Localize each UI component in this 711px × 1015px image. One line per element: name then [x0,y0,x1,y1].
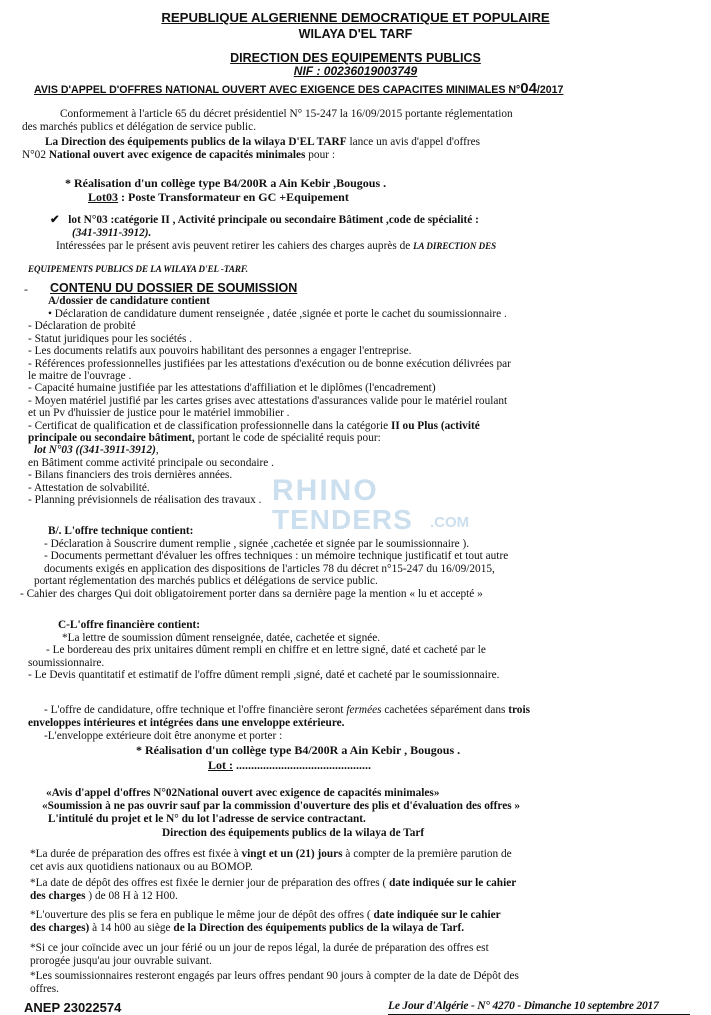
closing-intitule: L'intitulé du projet et le N° du lot l'adresse de service contractant. [48,813,366,825]
lot03-category [50,214,479,226]
note-engages-line1: *Les soumissionnaires resteront engagés par leurs offres pendant 90 jours à compter de la date de Dépôt des [30,970,519,982]
list-item: - Le Devis quantitatif et estimatif de l'offre dûment rempli ,signé, daté et cacheté par le soumissionnaire. [28,669,500,682]
section-title: CONTENU DU DOSSIER DE SOUMISSION [50,281,298,295]
certificate-line2 [28,432,678,444]
note-duree-line2: cet avis aux quotidiens nationaux ou au BOMOP. [30,861,253,873]
header-nif: NIF : 00236019003749 [293,64,418,78]
offre-financiere-list [28,632,678,682]
cert-text: - Certificat de qualification et de classification professionnelle dans la catégorie [28,419,389,432]
offre-technique-title: B/. L'offre technique contient: [48,525,194,537]
cert-lot-codes: lot N°03 ((341-3911-3912) [34,444,156,457]
note-depot-line1 [30,877,516,889]
direction-name: La Direction des équipements publics de la wilaya D'EL TARF [45,136,347,148]
avis-title-text: AVIS D'APPEL D'OFFRES NATIONAL OUVERT AVEC EXIGENCE DES CAPACITES MINIMALES N° [34,84,521,96]
intro-p1-line2: des marchés publics et délégation de service public. [22,121,257,133]
offre-technique-list [20,538,678,600]
note-bold: date indiquée sur le cahier [389,877,517,889]
lot-text: : Poste Transformateur en GC +Equipement [121,190,349,204]
avis-title [34,81,563,98]
closing-avis: «Avis d'appel d'offres N°02National ouvert avec exigence de capacités minimales» [46,787,440,799]
list-item: - Documents permettant d'évaluer les offres techniques : un mémoire technique justificatif et tout autre [44,550,509,563]
note-bold: des charges [30,890,86,902]
list-item: en Bâtiment comme activité principale ou secondaire . [28,456,274,469]
list-item: - Les documents relatifs aux pouvoirs habilitant des personnes a engager l'entreprise. [28,345,412,358]
cert-bold: II ou Plus (activité [390,419,480,432]
note-mid: à 14 h00 au siège [92,922,171,934]
lot-label: Lot03 [88,190,118,204]
list-item: - Bilans financiers des trois dernières années. [28,469,233,482]
certificate-line1 [28,420,678,432]
list-item: documents exigés en application des dispositions de l'articles 78 du décret n°15-247 du 16/09/2015, [44,562,495,575]
env-lot-label: Lot : [208,758,233,772]
note-text: *L'ouverture des plis se fera en publique le même jour de dépôt des offres ( [30,909,371,921]
list-item: portant réglementation des marchés publics et délégations de service public. [34,575,378,588]
retirer-line2: EQUIPEMENTS PUBLICS DE LA WILAYA D'EL -TARF. [28,264,248,274]
note-depot-line2 [30,890,178,902]
header-wilaya: WILAYA D'EL TARF [298,27,413,41]
anep-reference: ANEP 23022574 [24,1000,122,1015]
list-item: - Cahier des charges Qui doit obligatoirement porter dans sa dernière page la mention « lu et accepté » [20,587,483,600]
offre-financiere-title: C-L'offre financière contient: [58,619,201,631]
watermark-text-2: TENDERS [272,504,413,535]
note-ferie-line1: *Si ce jour coïncide avec un jour férié ou un jour de repos légal, la durée de préparation des offres est [30,942,489,954]
retirer-line1 [56,240,496,252]
journal-reference: Le Jour d'Algérie - N° 4270 - Dimanche 10 septembre 2017 [388,1000,659,1012]
closing-soumission: «Soumission à ne pas ouvrir sauf par la commission d'ouverture des plis et d'évaluation des offres » [42,800,521,812]
list-item: - Le bordereau des prix unitaires dûment rempli en chiffre et en lettre signé, daté et cacheté par le [46,644,486,657]
env-bold: trois [508,704,530,716]
note-post: à compter de la première parution de [345,848,512,860]
enveloppes-line2: enveloppes intérieures et intégrées dans une enveloppe extérieure. [28,717,345,729]
list-item: - Moyen matériel justifié par les cartes grises avec attestations d'assurances valide pour le matériel roulant [28,394,508,407]
enveloppes-line1 [44,704,530,716]
enveloppe-lot [208,759,371,771]
note-bold: date indiquée sur le cahier [373,909,501,921]
note-bold-2: de la Direction des équipements publics de la wilaya de Tarf. [173,922,465,934]
header-republic: REPUBLIQUE ALGERIENNE DEMOCRATIQUE ET POPULAIRE [161,10,550,25]
rhino-tenders-watermark [252,474,482,538]
note-engages-line2: offres. [30,983,59,995]
intro-p2-rest: lance un avis d'appel d'offres [349,136,481,148]
intro-p2-bold: National ouvert avec exigence de capacités minimales [48,149,306,161]
enveloppe-project: * Réalisation d'un collège type B4/200R a Ain Kebir , Bougous . [136,743,461,757]
lot03-specialty-codes: (341-3911-3912). [72,227,152,239]
list-item: *La lettre de soumission dûment renseignée, datée, cachetée et signée. [62,632,381,644]
list-item: soumissionnaire. [28,656,105,669]
cert-comma: , [155,444,159,457]
note-post: ) de 08 H à 12 H00. [88,890,178,902]
list-item: - Planning prévisionnels de réalisation des travaux . [28,494,262,507]
note-ouverture-line1 [30,909,501,921]
section-dash: - [24,282,28,296]
closing-direction: Direction des équipements publics de la wilaya de Tarf [162,827,425,839]
list-item: • Déclaration de candidature dument renseignée , datée ,signée et porte le cachet du soumissionnaire . [48,308,507,320]
list-item: - Attestation de solvabilité. [28,481,150,494]
watermark-text-1: RHINO [272,474,379,507]
intro-p1-line1: Conformement à l'article 65 du décret présidentiel N° 15-247 la 16/09/2015 portante réglementation [60,108,513,120]
note-duree-line1 [30,848,512,860]
retirer-direction: LA DIRECTION DES [413,241,497,251]
intro-p2-line2 [22,149,335,161]
lot03-category-text: lot N°03 :catégorie II , Activité principale ou secondaire Bâtiment ,code de spécialité : [68,214,479,226]
intro-p2-post: pour : [308,149,335,161]
intro-p2-num: N°02 [22,149,46,161]
enveloppes-line3: -L'enveloppe extérieure doit être anonyme et porter : [44,730,283,742]
env-lot-dots: ............................................. [236,758,371,772]
header-direction: DIRECTION DES EQUIPEMENTS PUBLICS [230,51,481,65]
note-bold: vingt et un (21) jours [241,848,343,860]
list-item: - Références professionnelles justifiées par les attestations d'exécution ou de bonne exécution délivrées par [28,357,511,370]
note-ouverture-line2 [30,922,464,934]
list-item: - Déclaration à Souscrire dument remplie , signée ,cachetée et signée par le soumissionnaire ). [44,538,470,550]
dossier-candidature-title: A/dossier de candidature contient [48,295,210,307]
env-mid: cachetées séparément dans [384,704,506,716]
note-bold: des charges) [30,922,90,934]
avis-year: /2017 [536,84,564,96]
list-item: - Statut juridiques pour les sociétés . [28,332,193,345]
avis-number: 04 [520,80,537,97]
intro-p2-line1 [45,136,480,148]
checkmark-icon: ✔ [50,214,60,226]
cert-bold-2: principale ou secondaire bâtiment, [28,432,195,445]
note-text: *La date de dépôt des offres est fixée le dernier jour de préparation des offres ( [30,877,387,889]
watermark-text-3: .COM [430,514,470,531]
lot-line [88,191,349,203]
list-item: le maitre de l'ouvrage . [28,370,132,383]
env-italic: fermées [346,704,382,716]
list-item: - Capacité humaine justifiée par les attestations d'affiliation et le diplômes (l'encadrement) [28,382,436,395]
list-item: et un Pv d'huissier de justice pour le matériel immobilier . [28,407,290,420]
project-title: * Réalisation d'un collège type B4/200R a Ain Kebir ,Bougous . [65,176,387,190]
retirer-text: Intéressées par le présent avis peuvent retirer les cahiers des charges auprès de [56,240,411,252]
note-text: *La durée de préparation des offres est fixée à [30,848,239,860]
env-text: - L'offre de candidature, offre technique et l'offre financière seront [44,704,344,716]
certificate-line3 [28,444,678,456]
list-item: - Déclaration de probité [28,320,136,333]
note-ferie-line2: prorogée jusqu'au jour ouvrable suivant. [30,955,212,967]
cert-rest: portant le code de spécialité requis pour: [197,432,381,445]
